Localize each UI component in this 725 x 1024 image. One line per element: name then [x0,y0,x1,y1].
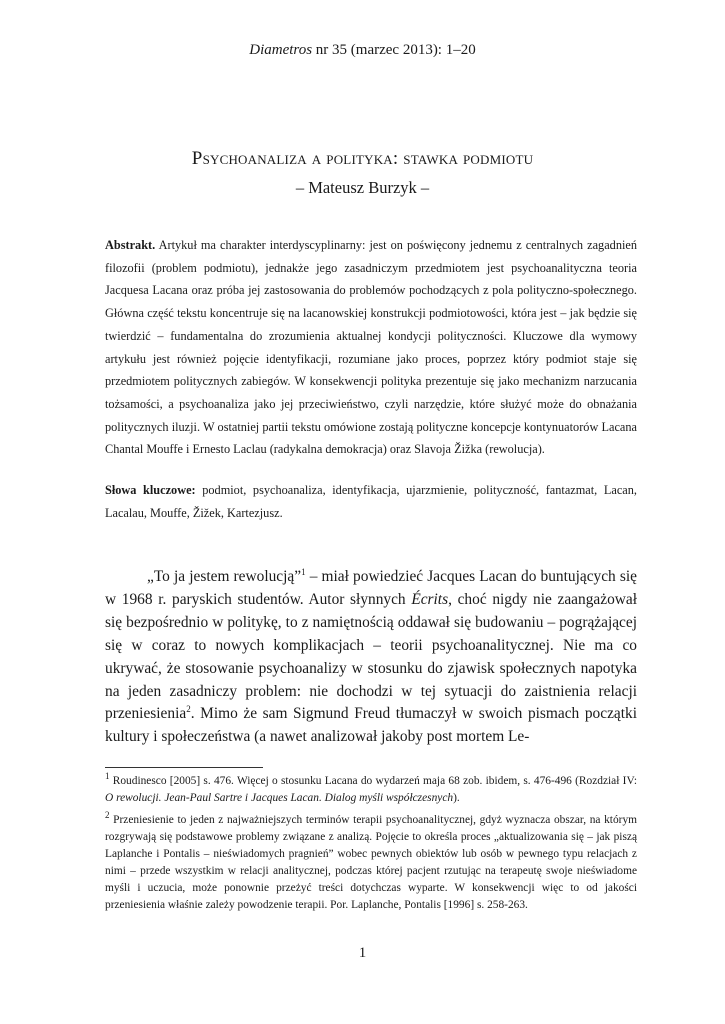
keywords-label: Słowa kluczowe: [105,483,196,497]
footnote-1-text-end: ). [453,791,460,804]
body-segment: . Mimo że sam Sigmund Freud tłumaczył w swoich pismach początki kultury i społeczeństwa (a nawet analizował jakoby post mortem Le- [105,705,637,746]
body-text [105,566,637,749]
footnote-2-text: Przeniesienie to jeden z najważniejszych terminów terapii psychoanalitycznej, gdyż wyznacza obszar, na którym rozgrywają się podstawowe problemy związane z analizą. Pojęcie to określa proces „aktualizowania się – jak piszą Laplanche i Pontalis – nieświadomych pragnień” wobec pewnych obiektów lub osób w pewnego typu relacjach z nimi – przede wszystkim w relacji analitycznej, podczas której pacjent rzutując na terapeutę swoje nieświadome myśli i uczucia, może ponownie przeżyć treści dotychczas wyparte. W konsekwencji więc to od jakości przeniesienia właśnie zależy powodzenie terapii. Por. Laplanche, Pontalis [1996] s. 258-263. [105,814,637,911]
journal-issue: nr 35 (marzec 2013): 1–20 [312,42,476,58]
footnote-divider [105,767,263,768]
footnote-1-italic-title: O rewolucji. Jean-Paul Sartre i Jacques Lacan. Dialog myśli współczesnych [105,791,454,804]
article-author: – Mateusz Burzyk – [295,178,430,197]
body-segment: „To ja jestem rewolucją” [147,568,302,585]
footnote-1-text: Roudinesco [2005] s. 476. Więcej o stosunku Lacana do wydarzeń maja 68 zob. ibidem, s. 476-496 (Rozdział IV: [109,775,637,787]
body-segment: , choć nigdy nie zaangażował się bezpośrednio w politykę, to z namiętnością oddawał się budowaniu – pogrążającej się w coraz to nowych komplikacjach – teorii psychoanalitycznej. Nie ma co ukrywać, że stosowanie psychoanalizy w stosunku do zjawisk społecznych napotyka na jeden zasadniczy problem: nie dochodzi w tej sytuacji do zaistnienia relacji przeniesienia [105,590,637,723]
abstract-text: Artykuł ma charakter interdyscyplinarny: jest on poświęcony jednemu z centralnych zagadnień filozofii (problem podmiotu), jednakże jego zasadniczym przedmiotem jest psychoanalityczna teoria Jacquesa Lacana oraz próba jej zastosowania do problemów pochodzących z pola polityczno-społecznego. Główna część tekstu koncentruje się na lacanowskiej konstrukcji podmiotowości, która jest – jak będzie się twierdzić – fundamentalna do zrozumienia aktualnej kondycji polityczności. Kluczowe dla wymowy artykułu jest również pojęcie identyfikacji, rozumiane jako proces, poprzez który podmiot staje się przedmiotem politycznych zabiegów. W konsekwencji polityka prezentuje się jako mechanizm narzucania tożsamości, a psychoanaliza jako jej przeciwieństwo, czyli narzędzie, które służyć może do obnażania politycznych iluzji. W ostatniej partii tekstu omówione zostają polityczne koncepcje kontynuatorów Lacana Chantal Mouffe i Ernesto Laclau (radykalna demokracja) oraz Slavoja Žižka (rewolucja). [105,238,637,457]
abstract [105,234,637,461]
footnote-2 [105,812,637,913]
journal-name: Diametros [249,42,313,58]
footnote-2-number: 2 [105,810,110,821]
abstract-label: Abstrakt. [105,238,156,252]
page-number: 1 [358,945,367,961]
footnote-1-number: 1 [105,771,110,782]
book-title-ecrits: Écrits [411,590,449,608]
journal-header [0,42,725,59]
footnote-1 [105,773,637,807]
keywords-text: podmiot, psychoanaliza, identyfikacja, ujarzmienie, polityczność, fantazmat, Lacan, Lacalau, Mouffe, Žižek, Kartezjusz. [105,483,637,520]
article-title: Psychoanaliza a polityka: stawka podmiotu [191,148,534,169]
keywords [105,479,637,524]
body-segment: – miał powiedzieć Jacques Lacan do buntujących się w 1968 r. paryskich studentów. Autor słynnych [105,568,637,608]
body-paragraph [105,566,637,749]
footnote-ref-1[interactable]: 1 [301,566,306,577]
footnote-ref-2[interactable]: 2 [186,704,191,715]
